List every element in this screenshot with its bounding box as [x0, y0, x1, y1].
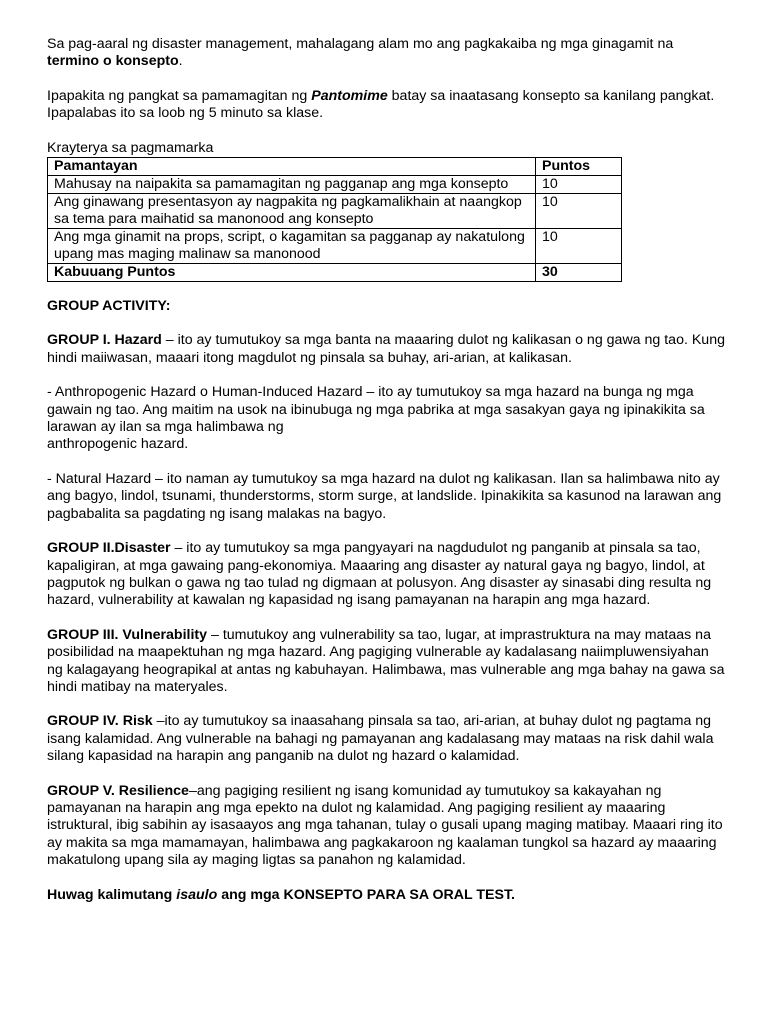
rubric-criterion: Ang mga ginamit na props, script, o kagamitan sa pagganap ay nakatulong upang mas maging malinaw sa manonood: [48, 229, 536, 264]
rubric-points: 10: [536, 176, 622, 194]
rubric-points: 10: [536, 194, 622, 229]
group-2-text: – ito ay tumutukoy sa mga pangyayari na nagdudulot ng panganib at pinsala sa tao, kapaligiran, at mga gawaing pang-ekonomiya. Maaaring ang disaster ay natural gaya ng bagyo, lindol, at pagputok ng bulkan o gawa ng tao tulad ng digmaan at polusyon. Ang disaster ay sinasabi ding resulta ng hazard, vulnerability at kawalan ng kapasidad ng isang pamayanan na harapin ang mga hazard.: [47, 540, 712, 609]
group-5-paragraph: [47, 783, 727, 870]
rubric-total-label: Kabuuang Puntos: [48, 264, 536, 282]
rubric-total-points: 30: [536, 264, 622, 282]
group-3-paragraph: [47, 627, 727, 697]
anthropogenic-text-end: anthropogenic hazard.: [47, 436, 189, 453]
group-1-title: GROUP I. Hazard: [47, 332, 162, 349]
intro-bold-term: termino o konsepto: [47, 53, 179, 70]
group-1-text: – ito ay tumutukoy sa mga banta na maaaring dulot ng kalikasan o ng gawa ng tao. Kung hindi maiiwasan, maaari itong magdulot ng pinsala sa buhay, ari-arian, at kalikasan.: [47, 332, 725, 366]
group-3-text: – tumutukoy ang vulnerability sa tao, lugar, at imprastruktura na may mataas na posibilidad na maapektuhan ng mga hazard. Ang pagiging vulnerable ay kadalasang naiimpluwensiyahan ng kalagayang heograpikal at antas ng kabuhayan. Halimbawa, mas vulnerable ang mga bahay na gawa sa hindi matibay na materyales.: [47, 626, 725, 695]
group-activity-heading: GROUP ACTIVITY:: [47, 298, 171, 315]
rubric-table: [47, 157, 622, 282]
closing-paragraph: [47, 887, 727, 904]
instruction-text-b: batay sa inaatasang konsepto sa kanilang pangkat. Ipapalabas ito sa loob ng 5 minuto sa klase.: [47, 87, 715, 122]
group-4-title: GROUP IV. Risk: [47, 713, 153, 730]
intro-text: Sa pag-aaral ng disaster management, mahalagang alam mo ang pagkakaiba ng mga ginagamit na: [47, 36, 674, 52]
natural-hazard-paragraph: - Natural Hazard – ito naman ay tumutukoy sa mga hazard na dulot ng kalikasan. Ilan sa halimbawa nito ay ang bagyo, lindol, tsunami, thunderstorms, storm surge, at landslide. Ipinakikita sa kasunod na larawan ang pagbabalita sa pagdating ng isang malakas na bagyo.: [47, 470, 722, 522]
table-row: [48, 194, 622, 229]
rubric-points: 10: [536, 229, 622, 264]
rubric-header-points: Puntos: [536, 158, 622, 176]
rubric-header-row: [48, 158, 622, 176]
closing-isaulo: isaulo: [176, 886, 218, 903]
group-3-title: GROUP III. Vulnerability: [47, 626, 208, 643]
group-2-title: GROUP II.Disaster: [47, 540, 171, 557]
document-page: [47, 36, 727, 921]
table-row: [48, 229, 622, 264]
group-2-paragraph: [47, 540, 727, 610]
anthropogenic-paragraph: [47, 384, 727, 454]
group-5-title: GROUP V. Resilience: [47, 782, 189, 799]
instruction-pantomime: Pantomime: [311, 87, 388, 104]
table-row: [48, 176, 622, 194]
rubric-total-row: [48, 264, 622, 282]
rubric-caption: Krayterya sa pagmamarka: [47, 139, 214, 156]
rubric-header-criterion: Pamantayan: [48, 158, 536, 176]
rubric-criterion: Ang ginawang presentasyon ay nagpakita ng pagkamalikhain at naangkop sa tema para maihatid sa manonood ang konsepto: [48, 194, 536, 229]
intro-period: .: [178, 53, 183, 70]
anthropogenic-text: - Anthropogenic Hazard o Human-Induced Hazard – ito ay tumutukoy sa mga hazard na bunga ng mga gawain ng tao. Ang maitim na usok na ibinubuga ng mga pabrika at mga sasakyan gaya ng ipinakikita sa larawan ay ilan sa mga halimbawa ng: [47, 384, 705, 436]
closing-text-a: Huwag kalimutang: [47, 886, 177, 903]
group-5-text: –ang pagiging resilient ng isang komunidad ay tumutukoy sa kakayahan ng pamayanan na harapin ang mga epekto na dulot ng kalamidad. Ang pagiging resilient ay maaaring istruktural, ibig sabihin ay isasaayos ang mga tahanan, tulay o gusali upang maging matibay. Maaari ring ito ay makita sa mga mamamayan, halimbawa ang pagkakaroon ng kaalaman tungkol sa hazard ay maaaring makatulong upang sila ay maging ligtas sa panahon ng kalamidad.: [47, 782, 723, 869]
rubric-criterion: Mahusay na naipakita sa pamamagitan ng pagganap ang mga konsepto: [48, 176, 536, 194]
instruction-text-a: Ipapakita ng pangkat sa pamamagitan ng: [47, 87, 312, 104]
closing-text-b: ang mga KONSEPTO PARA SA ORAL TEST.: [217, 886, 515, 903]
instruction-paragraph: [47, 88, 727, 123]
group-1-paragraph: [47, 332, 727, 367]
group-4-text: –ito ay tumutukoy sa inaasahang pinsala sa tao, ari-arian, at buhay dulot ng pagtama ng isang kalamidad. Ang vulnerable na bahagi ng pamayanan ang kadalasang may mataas na risk dahil wala silang kapasidad na harapin ang panganib na dulot ng hazard o kalamidad.: [47, 713, 714, 765]
intro-paragraph: [47, 36, 727, 71]
group-4-paragraph: [47, 713, 727, 765]
